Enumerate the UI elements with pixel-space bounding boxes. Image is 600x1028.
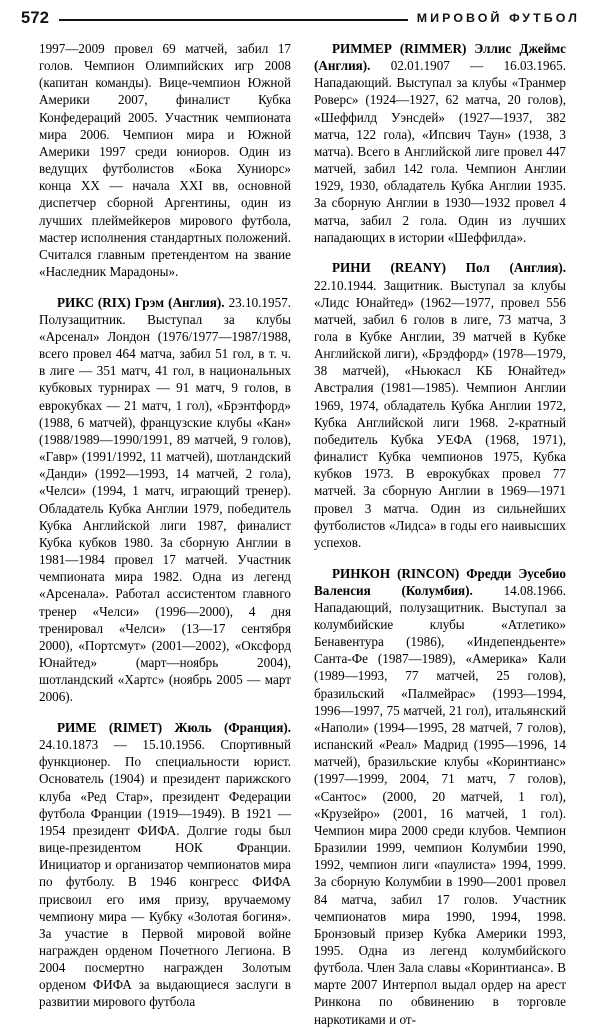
entry-rini: [314, 259, 566, 551]
entry-body: [39, 40, 291, 280]
text-columns: [39, 40, 566, 1027]
left-column: [39, 40, 291, 1011]
entry-rinkon: [314, 565, 566, 1028]
entry-headword: РИМЕ (RIMET) Жюль (Франция).: [57, 719, 291, 735]
entry-rime: [39, 719, 291, 1011]
header-rule: [59, 19, 408, 21]
entry-text: 02.01.1907 — 16.03.1965. Нападающий. Выступал за клубы «Транмер Роверс» (1924—1927, 62 матча, 20 голов), «Шеффилд Уэнсдей» (1927—1937, 382 матча, 122 гола), «Ипсвич Таун» (1938, 3 матча). Всего в Английской лиге провел 447 матчей, забил 142 гола. Чемпион Англии 1929, 1930, обладатель Кубка Англии 1935. За сборную Англии в 1930—1932 провел 4 матча, забил 2 гола. Один из лучших нападающих в истории «Шеффилда».: [314, 58, 566, 245]
entry-text: 1997—2009 провел 69 матчей, забил 17 голов. Чемпион Олимпийских игр 2008 (капитан команды). Вице-чемпион Южной Америки 2007, финалист Кубка Конфедераций 2005. Участник чемпионата мира 2006. Чемпион мира и Южной Америки 1997 среди юниоров. Один из ведущих футболистов «Бока Хуниорс» конца XX — начала XXI вв, основной диспетчер сборной Аргентины, один из лучших плеймейкеров мирового футбола, мастер исполнения стандартных положений. Считался главным претендентом на звание «Наследник Марадоны».: [39, 41, 291, 280]
entry-headword: РИКС (RIX) Грэм (Англия).: [57, 294, 225, 310]
entry-text: 22.10.1944. Защитник. Выступал за клубы «Лидс Юнайтед» (1962—1977, провел 556 матчей, забил 6 голов в лиге, 73 матча, 3 гола в Кубке Англии, 39 матчей в Кубке Английской лиги), «Брэдфорд» (1978—1979, 38 матчей), «Ньюкасл КБ Юнайтед» Австралия (1981—1985). Чемпион Англии 1969, 1974, обладатель Кубка Англии 1972, Кубка Английской лиги 1968. 2-кратный победитель Кубка УЕФА (1968, 1971), финалист Кубка чемпионов 1975, Кубка кубков 1973. В еврокубках провел 77 матчей. За сборную Англии в 1969—1971 провел 3 матча. Один из сильнейших футболистов «Лидса» в годы его наивысших успехов.: [314, 277, 566, 550]
running-title: МИРОВОЙ ФУТБОЛ: [416, 11, 580, 25]
entry-body: [39, 719, 291, 1011]
entry-riks: [39, 294, 291, 706]
entry-body: [39, 294, 291, 706]
page-number: 572: [21, 8, 50, 27]
right-column: [314, 40, 566, 1028]
entry-body: [314, 259, 566, 551]
entry-headword: РИНИ (REANY) Пол (Англия).: [332, 260, 566, 276]
entry-rimmer: [314, 40, 566, 246]
entry-headword: РИНКОН (RINCON) Фредди Эусебио Валенсия (Колумбия).: [314, 565, 566, 598]
entry-body: [314, 40, 566, 246]
entry-text: 14.08.1966. Нападающий, полузащитник. Выступал за колумбийские клубы «Атлетико» Бенавентура (1986), «Индепендьенте» Санта-Фе (1987—1989), «Америка» Кали (1989—1993, 77 матчей, 25 голов), бразильский «Палмейрас» (1993—1994, 1996—1997, 75 матчей, 21 гол), итальянский «Наполи» (1994—1995, 28 матчей, 7 голов), испанский «Реал» Мадрид (1995—1996, 14 матчей), бразильские клубы «Коринтианс» (1997—1999, 2004, 71 матч, 7 голов), «Сантос» (2000, 20 матчей, 1 гол), «Крузейро» (2001, 16 матчей, 1 гол). Чемпион мира 2000 среди клубов. Чемпион Бразилии 1999, чемпион Колумбии 1990, 1992, чемпион лиги «паулиста» 1994, 1999. За сборную Колумбии в 1990—2001 провел 84 матча, забил 17 голов. Участник чемпионатов мира 1990, 1994, 1998. Бронзовый призер Кубка Америки 1993, 1995. Одна из легенд колумбийского футбола. Член Зала славы «Коринтианса». В марте 2007 Интерпол выдал ордер на арест Ринкона по обвинению в торговле наркотиками и от-: [314, 582, 566, 1027]
entry-riquelme-continued: [39, 40, 291, 280]
entry-text: 24.10.1873 — 15.10.1956. Спортивный функционер. По специальности юрист. Основатель (1904) и президент парижского клуба «Ред Стар», президент Федерации футбола Франции (1919—1949). В 1921 — 1954 президент ФИФА. Долгие годы был вице-президентом НОК Франции. Инициатор и организатор чемпионатов мира по футболу. В 1946 конгресс ФИФА присвоил его имя призу, вручаемому чемпиону мира — Кубку «Золотая богиня». За участие в Первой мировой войне награжден орденом Почетного Легиона. В 2004 посмертно награжден Золотым орденом ФИФА за выдающиеся заслуги в развитии мирового футбола: [39, 737, 291, 1010]
page-header: [0, 0, 600, 36]
entry-text: 23.10.1957. Полузащитник. Выступал за клубы «Арсенал» Лондон (1976/1977—1987/1988, всего провел 464 матча, забил 51 гол, в т. ч. в лиге — 351 матч, 41 гол, в национальных кубковых турнирах — 91 матч, 9 голов, в еврокубках — 21 матч, 1 гол), «Брэнтфорд» (1988, 6 матчей), французские клубы «Кан» (1988/1989—1990/1991, 89 матчей, 9 голов), «Гавр» (1991/1992, 11 матчей), шотландский «Данди» (1992—1993, 14 матчей, 2 гола), «Челси» (1994, 1 матч, играющий тренер). Обладатель Кубка Англии 1979, победитель Кубка Английской лиги 1987, финалист Кубка кубков 1980. За сборную Англии в 1981—1984 провел 17 матчей. Участник чемпионата мира 1982. Одна из легенд «Арсенала». Работал ассистентом главного тренер «Челси» (1996—2000), 4 дня тренировал «Челси» (13—17 сентября 2000), «Портсмут» (2001—2002), «Оксфорд Юнайтед» (март—ноябрь 2004), шотландский «Хартс» (ноябрь 2005 — март 2006).: [39, 294, 291, 705]
entry-headword: РИММЕР (RIMMER) Эллис Джеймс (Англия).: [314, 41, 566, 74]
entry-body: [314, 565, 566, 1028]
